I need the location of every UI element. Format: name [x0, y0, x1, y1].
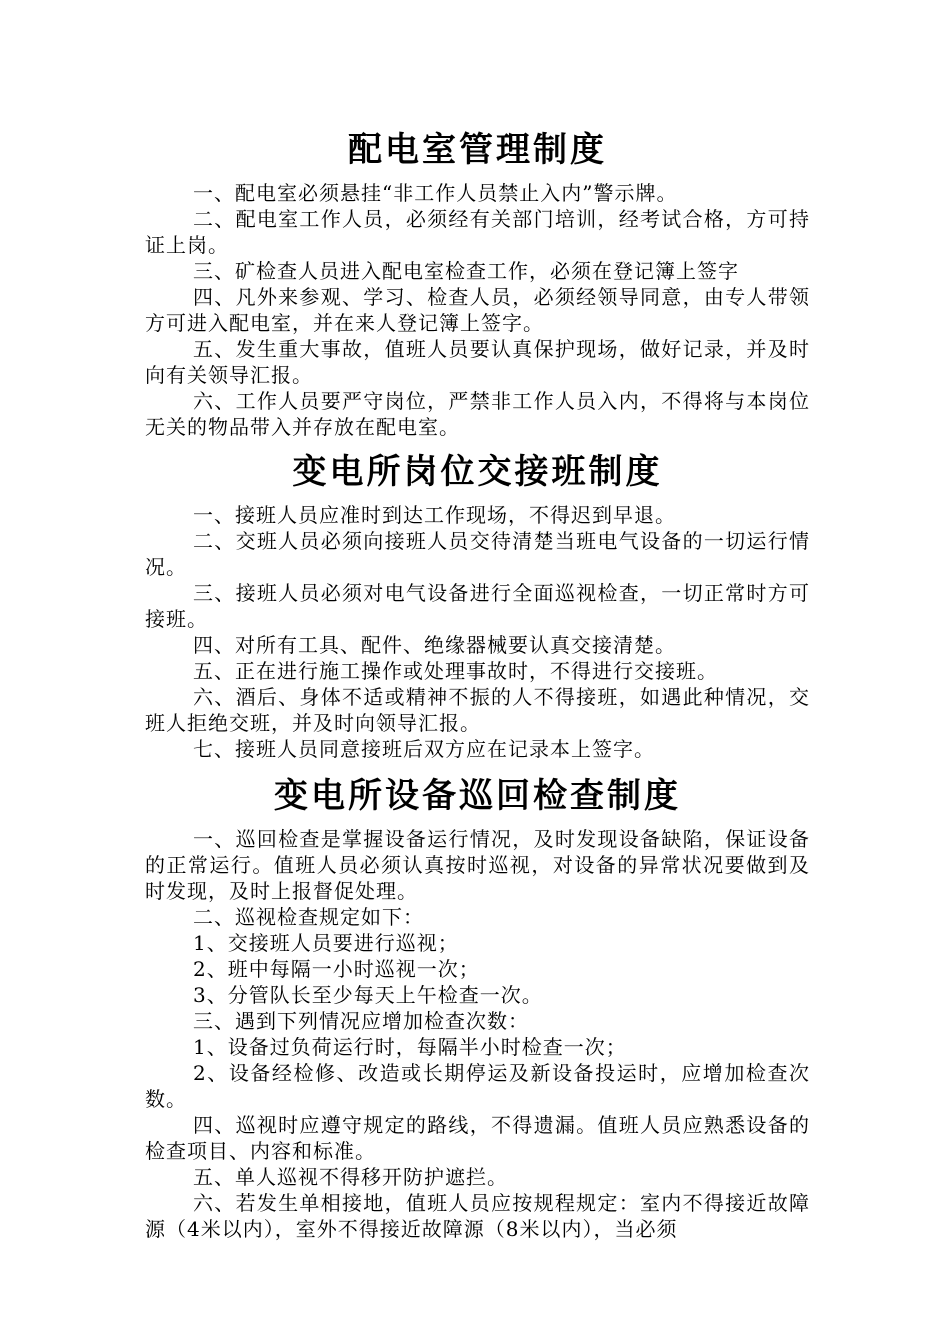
- section-title: 配电室管理制度: [348, 130, 607, 170]
- paragraph: 一、巡回检查是掌握设备运行情况，及时发现设备缺陷，保证设备的正常运行。值班人员必须认真按时巡视，对设备的异常状况要做到及时发现，及时上报督促处理。: [145, 827, 810, 903]
- paragraph: 1、交接班人员要进行巡视；: [193, 931, 459, 955]
- paragraph: 二、配电室工作人员，必须经有关部门培训，经考试合格，方可持证上岗。: [145, 207, 810, 257]
- paragraph: 四、凡外来参观、学习、检查人员，必须经领导同意，由专人带领方可进入配电室，并在来人登记簿上签字。: [145, 285, 810, 335]
- section-power-room-management: [145, 130, 810, 440]
- paragraph: 一、接班人员应准时到达工作现场，不得迟到早退。: [193, 503, 676, 527]
- paragraph: 3、分管队长至少每天上午检查一次。: [193, 983, 543, 1007]
- paragraph: 三、接班人员必须对电气设备进行全面巡视检查，一切正常时方可接班。: [145, 581, 810, 631]
- paragraph: 三、遇到下列情况应增加检查次数：: [193, 1009, 529, 1033]
- paragraph: 四、巡视时应遵守规定的路线，不得遗漏。值班人员应熟悉设备的检查项目、内容和标准。: [145, 1113, 810, 1163]
- paragraph: 一、配电室必须悬挂“非工作人员禁止入内”警示牌。: [193, 181, 678, 205]
- paragraph: 五、单人巡视不得移开防护遮拦。: [193, 1165, 508, 1189]
- paragraph: 二、交班人员必须向接班人员交待清楚当班电气设备的一切运行情况。: [145, 529, 810, 579]
- paragraph: 六、若发生单相接地，值班人员应按规程规定：室内不得接近故障源（4米以内），室外不得接近故障源（8米以内），当必须: [145, 1191, 810, 1241]
- paragraph: 五、发生重大事故，值班人员要认真保护现场，做好记录，并及时向有关领导汇报。: [145, 337, 810, 387]
- paragraph: 二、巡视检查规定如下：: [193, 905, 424, 929]
- section-equipment-inspection: [145, 776, 810, 1242]
- paragraph: 六、酒后、身体不适或精神不振的人不得接班，如遇此种情况，交班人拒绝交班，并及时向领导汇报。: [145, 685, 810, 735]
- section-title: 变电所设备巡回检查制度: [274, 776, 681, 816]
- paragraph: 四、对所有工具、配件、绝缘器械要认真交接清楚。: [193, 633, 676, 657]
- paragraph: 1、设备过负荷运行时，每隔半小时检查一次；: [193, 1035, 627, 1059]
- paragraph: 六、工作人员要严守岗位，严禁非工作人员入内，不得将与本岗位无关的物品带入并存放在配电室。: [145, 389, 810, 439]
- paragraph: 七、接班人员同意接班后双方应在记录本上签字。: [193, 737, 655, 761]
- section-title: 变电所岗位交接班制度: [292, 452, 663, 492]
- paragraph: 2、设备经检修、改造或长期停运及新设备投运时，应增加检查次数。: [145, 1061, 810, 1111]
- paragraph: 五、正在进行施工操作或处理事故时，不得进行交接班。: [193, 659, 718, 683]
- paragraph: 三、矿检查人员进入配电室检查工作，必须在登记簿上签字: [193, 259, 739, 283]
- section-shift-handover: [145, 452, 810, 762]
- paragraph: 2、班中每隔一小时巡视一次；: [193, 957, 480, 981]
